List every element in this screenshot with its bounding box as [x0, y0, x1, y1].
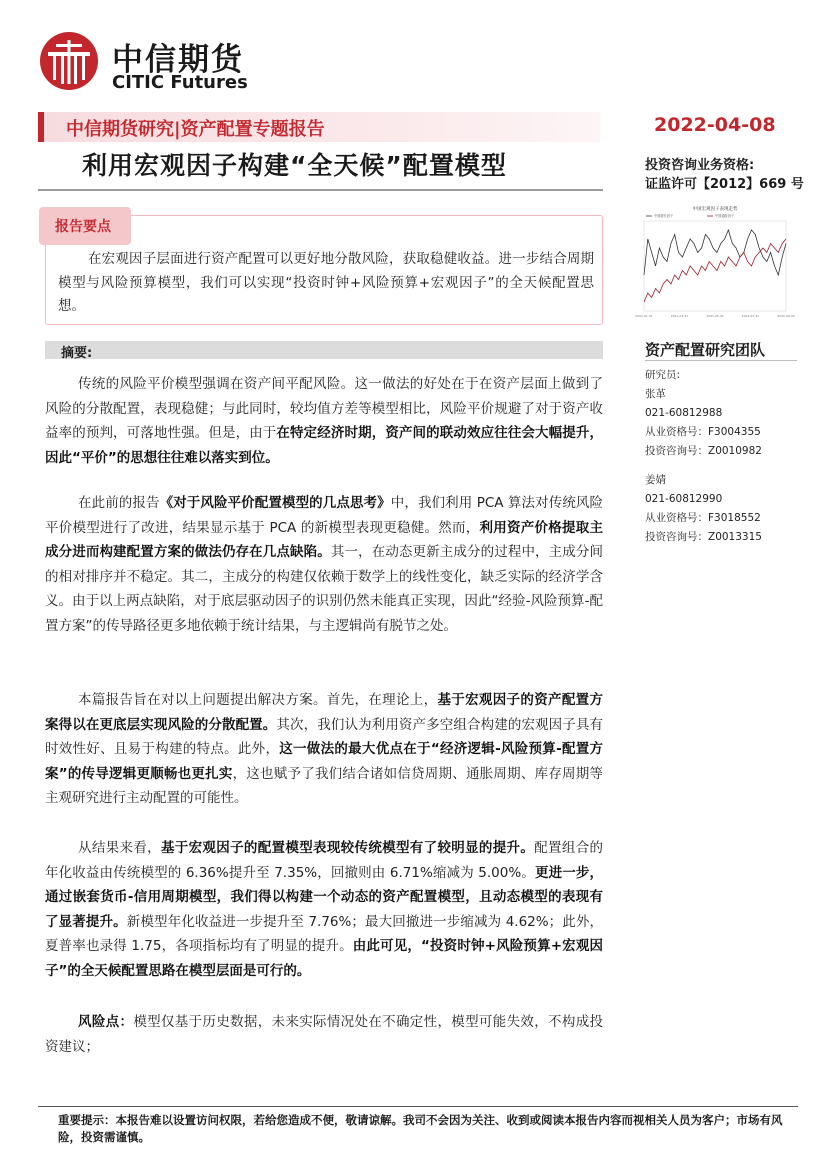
- p2-seg-3: 利用资产价格提取主成分进而构建配置方案的做法仍存在几点缺陷。: [45, 519, 604, 560]
- p1-seg-0: 传统的风险平价模型强调在资产间平配风险。这一做法的好处在于在资产层面上做到了风险的分散配置，表现稳健；与此同时，较均值方差等模型相比，风险平价规避了对于资产收益率的预判，可落地性强。但是，由于: [45, 376, 603, 441]
- p3-seg-1: 基于宏观因子的资产配置方案得以在更底层实现风险的分散配置。: [45, 692, 604, 733]
- footer-disclaimer: 重要提示：本报告难以设置访问权限，若给您造成不便，敬请谅解。我司不会因为关注、收到或阅读本报告内容而视相关人员为客户；市场有风险，投资需谨慎。: [58, 1113, 783, 1144]
- analyst-1: [645, 366, 762, 461]
- p4-seg-1: 基于宏观因子的配置模型表现较传统模型有了较明显的提升。: [160, 840, 535, 856]
- citic-logo-icon: [38, 30, 100, 92]
- analyst-qualification: 从业资格号：F3018552: [645, 512, 761, 524]
- report-category-band: [38, 112, 600, 142]
- legend-series-1: 中国增长因子: [654, 214, 674, 219]
- page-title: 利用宏观因子构建“全天候”配置模型: [82, 151, 507, 180]
- analyst-phone: 021-60812988: [645, 407, 723, 419]
- license-line-1: 投资咨询业务资格:: [645, 158, 755, 173]
- abstract-band: [45, 341, 603, 359]
- p3-seg-2: 其次，我们认为利用资产多空组合构建的宏观因子具有时效性好、且易于构建的特点。此外，: [45, 716, 604, 757]
- legend-series-2: 中国通胀因子: [715, 214, 735, 219]
- p2-seg-0: 在此前的报告: [78, 495, 160, 511]
- p4-seg-2: 配置组合的年化收益由传统模型的 6.36%提升至 7.35%，回撤则由 6.71%缩减为 5.00%。: [45, 840, 604, 881]
- abstract-label: 摘要:: [61, 346, 93, 361]
- abstract-paragraph-4: [45, 836, 603, 983]
- researcher-label: 研究员:: [645, 369, 681, 381]
- thumbnail-title: 中国宏观因子表现走势: [692, 207, 738, 212]
- license-line-2: 证监许可【2012】669 号: [645, 177, 804, 192]
- abstract-paragraph-1: [45, 372, 603, 470]
- summary-tab-label: 报告要点: [55, 219, 111, 235]
- team-divider: [645, 360, 797, 361]
- abstract-paragraph-3: [45, 688, 603, 811]
- citic-logo: [38, 30, 258, 94]
- p4-seg-3: 更进一步，通过嵌套货币-信用周期模型，我们得以构建一个动态的资产配置模型，且动态模型的表现有了显著提升。: [45, 864, 603, 930]
- summary-text: 在宏观因子层面进行资产配置可以更好地分散风险，获取稳健收益。进一步结合周期模型与风险预算模型，我们可以实现“投资时钟+风险预算+宏观因子”的全天候配置思想。: [58, 251, 594, 314]
- p2-seg-1: 《对于风险平价配置模型的几点思考》: [159, 495, 391, 511]
- title-divider: [38, 189, 603, 191]
- risk-text: 模型仅基于历史数据，未来实际情况处在不确定性，模型可能失效，不构成投资建议；: [45, 1014, 604, 1055]
- analyst-consult: 投资咨询号：Z0013315: [645, 531, 762, 543]
- thumbnail-x-tick-label: 2021-07-31: [741, 314, 760, 318]
- footer-divider: [38, 1106, 798, 1107]
- p3-seg-3: 这一做法的最大优点在于“经济逻辑-风险预算-配置方案”的传导逻辑更顺畅也更扎实: [45, 741, 604, 782]
- analyst-name: 姜婧: [645, 474, 666, 486]
- macro-factor-thumbnail-chart: [632, 203, 798, 321]
- p1-seg-1: 在特定经济时期，资产间的联动效应往往会大幅提升，因此“平价”的思想往往难以落实到位。: [45, 425, 604, 466]
- p4-seg-0: 从结果来看，: [78, 840, 161, 856]
- team-title: 资产配置研究团队: [645, 341, 766, 359]
- analyst-2: [645, 471, 762, 547]
- risk-label: 风险点：: [78, 1014, 134, 1030]
- p3-seg-4: ，这也赋予了我们结合诸如信贷周期、通胀周期、库存周期等主观研究进行主动配置的可能性。: [45, 765, 604, 806]
- report-category: 中信期货研究|资产配置专题报告: [66, 119, 325, 140]
- p4-seg-5: 由此可见，“投资时钟+风险预算+宏观因子”的全天候配置思路在模型层面是可行的。: [45, 938, 603, 979]
- analyst-phone: 021-60812990: [645, 493, 723, 505]
- thumbnail-x-tick-label: 2021-01-31: [635, 314, 653, 318]
- brand-name-en: CITIC Futures: [112, 72, 248, 93]
- summary-tab: [39, 207, 131, 245]
- license-info: [645, 156, 804, 194]
- p2-seg-2: 中，我们利用 PCA 算法对传统风险平价模型进行了改进，结果显示基于 PCA 的新模型表现更稳健。然而，: [45, 495, 604, 536]
- thumbnail-series-line-2: [644, 239, 786, 302]
- thumbnail-x-tick-label: 2021-09-30: [777, 314, 795, 318]
- p4-seg-4: 新模型年化收益进一步提升至 7.76%；最大回撤进一步缩减为 4.62%；此外，夏普率也录得 1.75，各项指标均有了明显的提升。: [45, 913, 603, 954]
- p2-seg-4: 其一，在动态更新主成分的过程中，主成分间的相对排序并不稳定。其二，主成分的构建仅依赖于数学上的线性变化，缺乏实际的经济学含义。由于以上两点缺陷，对于底层驱动因子的识别仍然未能真正实现，因此“经验-风险预算-配置方案”的传导路径更多地依赖于统计结果，与主逻辑尚有脱节之处。: [45, 544, 604, 634]
- abstract-paragraph-2: [45, 491, 603, 638]
- p3-seg-0: 本篇报告旨在对以上问题提出解决方案。首先，在理论上，: [78, 692, 438, 708]
- analyst-consult: 投资咨询号：Z0010982: [645, 445, 762, 457]
- thumbnail-x-tick-label: 2021-03-31: [670, 314, 689, 318]
- thumbnail-x-tick-label: 2021-05-31: [706, 314, 724, 318]
- thumbnail-legend: [646, 213, 735, 218]
- risk-paragraph: [45, 1010, 603, 1059]
- brand-name-cn: 中信期货: [112, 42, 244, 78]
- report-date: 2022-04-08: [654, 114, 776, 136]
- analyst-name: 张革: [645, 388, 666, 400]
- analyst-qualification: 从业资格号：F3004355: [645, 426, 761, 438]
